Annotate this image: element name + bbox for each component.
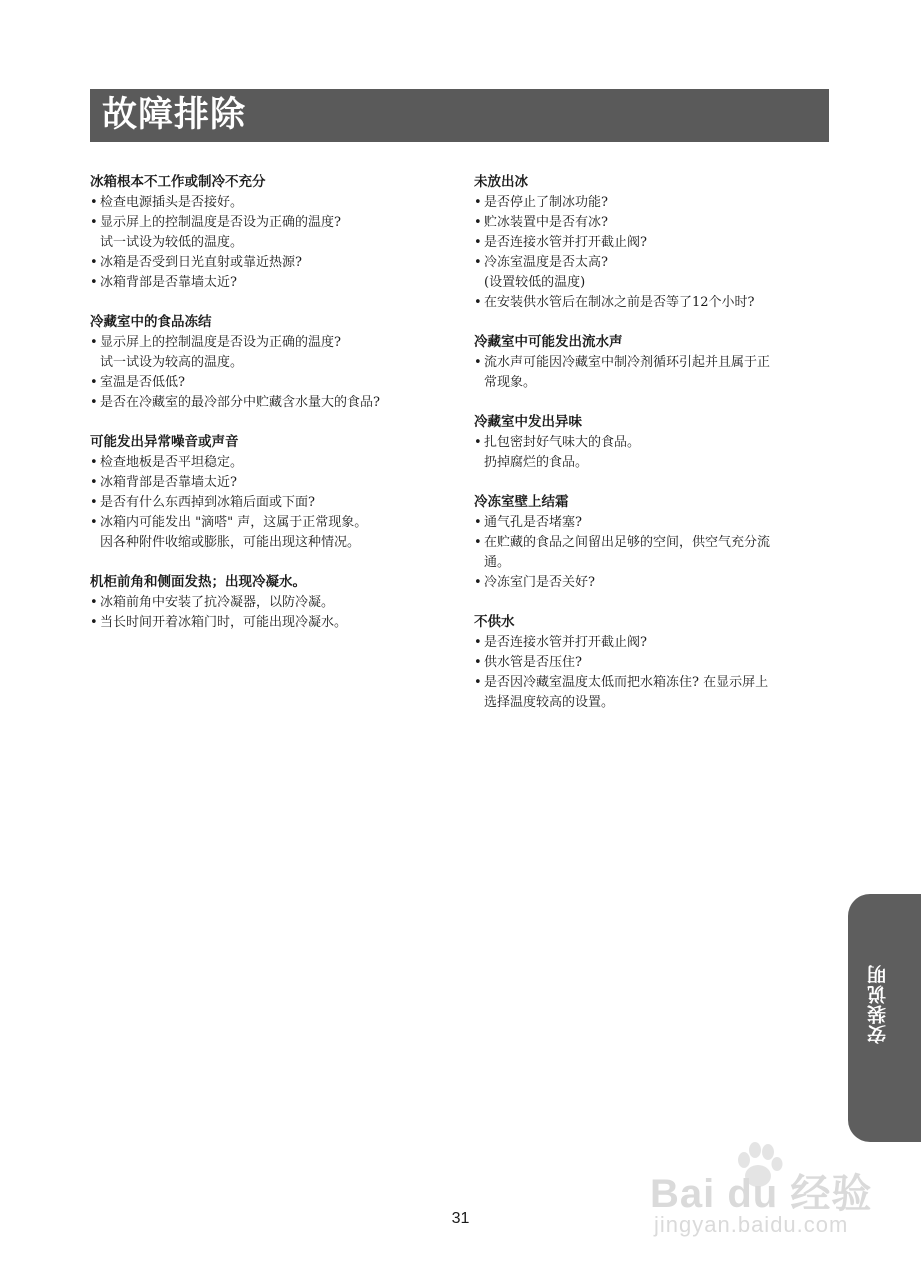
troubleshooting-section <box>474 172 829 313</box>
side-tab <box>848 894 921 1142</box>
bullet-text: • 冰箱背部是否靠墙太近? <box>100 475 237 490</box>
section-heading: 冷冻室壁上结霜 <box>474 494 569 510</box>
bullet-text: • 是否有什么东西掉到冰箱后面或下面? <box>100 495 315 510</box>
bullet-item <box>90 213 440 253</box>
troubleshooting-section <box>474 612 829 713</box>
bullet-text: • 冰箱背部是否靠墙太近? <box>100 275 237 290</box>
bullet-text: 试一试设为较高的温度。 <box>100 355 244 370</box>
bullet-text: • 贮冰装置中是否有冰? <box>484 215 608 230</box>
bullet-text: • 扎包密封好气味大的食品。 <box>484 435 641 450</box>
bullet-list <box>90 333 440 413</box>
bullet-item <box>474 653 829 673</box>
page-title: 故障排除 <box>102 95 247 135</box>
bullet-list <box>474 433 829 473</box>
bullet-item <box>90 473 440 493</box>
bullet-item <box>90 193 440 213</box>
side-tab-label: 安装说明 <box>867 964 889 1044</box>
bullet-list <box>90 193 440 293</box>
troubleshooting-section <box>90 172 440 293</box>
bullet-text: • 冰箱是否受到日光直射或靠近热源? <box>100 255 302 270</box>
bullet-item <box>90 373 440 393</box>
bullet-item <box>474 253 829 293</box>
bullet-text: • 在贮藏的食品之间留出足够的空间，供空气充分流 <box>484 535 771 550</box>
troubleshooting-section <box>474 412 829 473</box>
bullet-item <box>474 513 829 533</box>
bullet-item <box>90 453 440 473</box>
section-heading: 机柜前角和侧面发热；出现冷凝水。 <box>90 574 306 590</box>
bullet-item <box>90 493 440 513</box>
bullet-item <box>90 333 440 373</box>
section-heading: 冷藏室中的食品冻结 <box>90 314 212 330</box>
section-heading: 冷藏室中可能发出流水声 <box>474 334 623 350</box>
bullet-text: • 是否连接水管并打开截止阀? <box>484 635 647 650</box>
title-bar <box>90 89 829 142</box>
bullet-item <box>90 513 440 553</box>
section-heading: 冰箱根本不工作或制冷不充分 <box>90 174 266 190</box>
troubleshooting-section <box>90 572 440 633</box>
bullet-item <box>474 213 829 233</box>
bullet-text: • 是否因冷藏室温度太低而把水箱冻住? 在显示屏上 <box>484 675 769 690</box>
left-column <box>90 172 440 652</box>
bullet-text: • 当长时间开着冰箱门时，可能出现冷凝水。 <box>100 615 348 630</box>
bullet-text: • 冷冻室门是否关好? <box>484 575 595 590</box>
bullet-list <box>474 513 829 593</box>
bullet-text: • 检查电源插头是否接好。 <box>100 195 244 210</box>
bullet-item <box>474 633 829 653</box>
bullet-item <box>90 273 440 293</box>
bullet-text: • 检查地板是否平坦稳定。 <box>100 455 244 470</box>
bullet-item <box>474 233 829 253</box>
bullet-text: • 供水管是否压住? <box>484 655 582 670</box>
bullet-item <box>474 193 829 213</box>
bullet-item <box>90 393 440 413</box>
section-heading: 可能发出异常噪音或声音 <box>90 434 239 450</box>
bullet-text: • 显示屏上的控制温度是否设为正确的温度? <box>100 215 341 230</box>
bullet-text: • 流水声可能因冷藏室中制冷剂循环引起并且属于正 <box>484 355 771 370</box>
bullet-text: • 是否停止了制冰功能? <box>484 195 608 210</box>
bullet-item <box>90 593 440 613</box>
bullet-text: • 显示屏上的控制温度是否设为正确的温度? <box>100 335 341 350</box>
watermark-url: jingyan.baidu.com <box>654 1212 849 1237</box>
bullet-list <box>474 193 829 313</box>
bullet-text: • 通气孔是否堵塞? <box>484 515 582 530</box>
bullet-item <box>474 673 829 713</box>
troubleshooting-section <box>90 432 440 553</box>
bullet-item <box>90 253 440 273</box>
section-heading: 不供水 <box>474 614 515 630</box>
bullet-item <box>474 573 829 593</box>
bullet-item <box>474 533 829 573</box>
right-column <box>474 172 829 732</box>
bullet-item <box>90 613 440 633</box>
bullet-text: • 是否连接水管并打开截止阀? <box>484 235 647 250</box>
page-number: 31 <box>451 1210 470 1227</box>
bullet-list <box>90 453 440 553</box>
bullet-text: • 冰箱前角中安装了抗冷凝器，以防冷凝。 <box>100 595 335 610</box>
bullet-list <box>474 353 829 393</box>
bullet-text: • 冰箱内可能发出 "滴嗒" 声，这属于正常现象。 <box>100 515 368 530</box>
bullet-text: 选择温度较高的设置。 <box>484 695 615 710</box>
bullet-item <box>474 353 829 393</box>
bullet-item <box>474 293 829 313</box>
troubleshooting-section <box>474 492 829 593</box>
bullet-text: (设置较低的温度) <box>484 275 586 290</box>
section-heading: 冷藏室中发出异味 <box>474 414 582 430</box>
watermark <box>650 1140 880 1250</box>
section-heading: 未放出冰 <box>474 174 528 190</box>
bullet-text: 试一试设为较低的温度。 <box>100 235 244 250</box>
bullet-list <box>90 593 440 633</box>
bullet-text: • 冷冻室温度是否太高? <box>484 255 608 270</box>
bullet-list <box>474 633 829 713</box>
bullet-text: 通。 <box>484 555 511 570</box>
bullet-text: 常现象。 <box>484 375 537 390</box>
troubleshooting-section <box>474 332 829 393</box>
watermark-brand: Bai du 经验 <box>650 1172 873 1216</box>
bullet-text: • 是否在冷藏室的最冷部分中贮藏含水量大的食品? <box>100 395 380 410</box>
bullet-text: • 在安装供水管后在制冰之前是否等了12个小时? <box>484 295 755 310</box>
troubleshooting-section <box>90 312 440 413</box>
bullet-item <box>474 433 829 473</box>
bullet-text: 因各种附件收缩或膨胀，可能出现这种情况。 <box>100 535 361 550</box>
bullet-text: • 室温是否低低? <box>100 375 185 390</box>
bullet-text: 扔掉腐烂的食品。 <box>484 455 589 470</box>
